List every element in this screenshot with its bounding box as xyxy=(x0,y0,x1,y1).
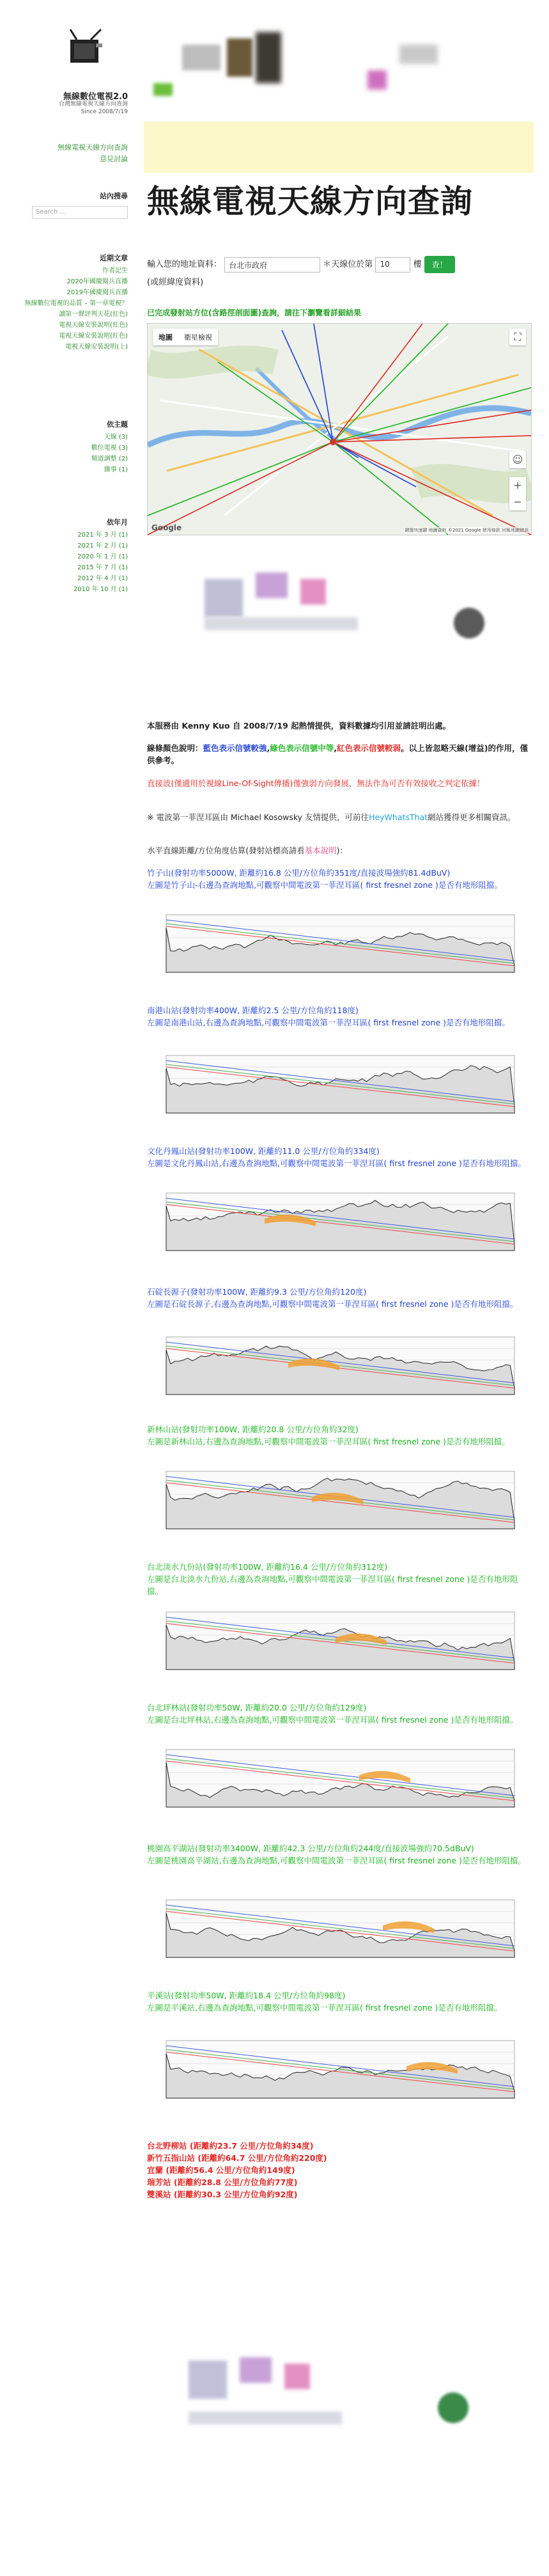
archive-item[interactable]: 2015 年 7 月 (1) xyxy=(77,564,128,571)
nav-link-discussion[interactable]: 意見討論 xyxy=(100,155,128,163)
legend-blue: 藍色表示信號較強 xyxy=(203,743,267,753)
map-tab-map[interactable]: 地圖 xyxy=(159,333,173,342)
station-description: 左圖是南港山站,右邊為查詢地點,可觀察中間電波第一菲涅耳區( first fresnel zone )是否有地形阻擋。 xyxy=(147,1018,510,1027)
bottom-ad-banner[interactable] xyxy=(163,2341,514,2498)
intro-text: 本服務由 Kenny Kuo 自 2008/7/19 起熱情提供，資料數據均引用並請註明出處。 xyxy=(147,721,451,731)
los-note: 直接波(僅適用於視線Line-Of-Sight傳播)僅強弱方向發展，無法作為可否有效接收之判定依據！ xyxy=(147,778,485,788)
far-station: 雙溪站 (距離約30.3 公里/方位角約92度) xyxy=(147,2190,298,2199)
station-description: 左圖是桃園高平湖站,右邊為查詢地點,可觀察中間電波第一菲涅耳區( first fresnel zone )是否有地形阻擋。 xyxy=(147,1856,526,1865)
legend-comma: , xyxy=(267,743,270,753)
credit-suffix: 網站獲得更多相關資訊。 xyxy=(428,812,516,822)
station-header: 竹子山(發射功率5000W, 距離約16.8 公里/方位角約351度/直接波場強約81.4dBuV) xyxy=(147,868,451,878)
category-list xyxy=(13,432,128,475)
archive-item[interactable]: 2020 年 1 月 (1) xyxy=(77,553,128,560)
station-header: 南港山站(發射功率400W, 距離約2.5 公里/方位角約118度) xyxy=(147,1006,359,1015)
google-logo: Google xyxy=(151,523,182,532)
far-station: 瑞芳站 (距離約28.8 公里/方位角約77度) xyxy=(147,2177,298,2187)
ad-block xyxy=(454,608,484,638)
location-marker-icon xyxy=(330,439,336,445)
site-logo-icon[interactable] xyxy=(65,27,106,68)
recent-item[interactable]: 2020年國慶閱兵直播 xyxy=(66,278,128,285)
pegman-icon[interactable]: ☺ xyxy=(509,452,526,468)
floor-label: 樓 xyxy=(413,260,422,269)
far-station-list xyxy=(147,2140,530,2201)
station-description: 左圖是台北坪林站,右邊為查詢地點,可觀察中間電波第一菲涅耳區( first fresnel zone )是否有地形阻擋。 xyxy=(147,1715,518,1725)
zoom-control xyxy=(509,477,526,510)
legend-green: 綠色表示信號中等 xyxy=(270,743,334,753)
category-item[interactable]: 數位電視 (3) xyxy=(91,445,128,452)
ad-block xyxy=(256,32,281,83)
sidebar-nav xyxy=(13,142,128,165)
station-description: 左圖是台北淡水九份站,右邊為查詢地點,可觀察中間電波第一菲涅耳區( first fresnel zone )是否有地形阻擋。 xyxy=(147,1574,518,1596)
station-description: 左圖是平溪站,右邊為查詢地點,可觀察中間電波第一菲涅耳區( first fresnel zone )是否有地形阻擋。 xyxy=(147,2003,502,2012)
profile-chart xyxy=(147,1743,530,1817)
color-legend xyxy=(147,742,530,766)
address-label: 輸入您的地址資料： xyxy=(147,260,222,269)
station-entry xyxy=(147,1145,530,1169)
station-entry xyxy=(147,1286,530,1310)
profile-chart xyxy=(147,1331,530,1404)
station-header: 桃園高平湖站(發射功率3400W, 距離約42.3 公里/方位角約244度/直接波場強約70.5dBuV) xyxy=(147,1844,474,1853)
profile-chart xyxy=(147,1049,530,1123)
profile-chart xyxy=(147,1465,530,1538)
archive-list xyxy=(13,530,128,595)
station-description: 左圖是石碇長源子,右邊為查詢地點,可觀察中間電波第一菲涅耳區( first fresnel zone )是否有地形阻擋。 xyxy=(147,1299,518,1309)
station-header: 平溪站(發射功率50W, 距離約18.4 公里/方位角約98度) xyxy=(147,1991,346,2000)
ad-block xyxy=(367,70,387,90)
ad-block xyxy=(189,2360,227,2399)
nav-link-antenna[interactable]: 無線電視天線方向查詢 xyxy=(58,143,128,152)
site-subtitle-line2: Since 2008/7/19 xyxy=(81,109,128,115)
legend-prefix: 線條顏色說明： xyxy=(147,743,203,753)
basic-info-link[interactable]: 基本說明 xyxy=(304,846,337,855)
zoom-in-icon[interactable]: + xyxy=(513,479,522,491)
archive-item[interactable]: 2021 年 3 月 (1) xyxy=(77,532,128,539)
far-station: 宜蘭 (距離約56.4 公里/方位角約149度) xyxy=(147,2165,295,2175)
top-ad-banner[interactable] xyxy=(144,19,534,173)
page-title: 無線電視天線方向查詢 xyxy=(147,183,473,220)
category-item[interactable]: 雜事 (1) xyxy=(104,466,128,473)
profile-intro xyxy=(147,844,530,857)
recent-item[interactable]: 作者記生 xyxy=(102,267,128,274)
station-entry xyxy=(147,1842,530,1867)
map-type-control xyxy=(153,329,218,345)
map-canvas[interactable] xyxy=(148,324,531,535)
legend-comma: , xyxy=(334,743,337,753)
height-label: ＊天線位於第 xyxy=(323,260,373,269)
archive-item[interactable]: 2012 年 4 月 (1) xyxy=(77,575,128,582)
legend-red: 紅色表示信號較弱 xyxy=(337,743,401,753)
ad-block xyxy=(182,45,220,70)
profile-intro-prefix: 水平直線距離/方位角度估算(發射站標高請看 xyxy=(147,846,305,855)
recent-item[interactable]: 無線數位電視的品質 – 第一章電視？ xyxy=(24,300,128,307)
station-entry xyxy=(147,1702,530,1726)
station-header: 台北坪林站(發射功率50W, 距離約20.0 公里/方位角約129度) xyxy=(147,1703,367,1712)
far-station: 新竹五指山站 (距離約64.7 公里/方位角約220度) xyxy=(147,2153,327,2163)
zoom-out-icon[interactable]: − xyxy=(513,496,522,508)
archive-item[interactable]: 2021 年 2 月 (1) xyxy=(77,542,128,549)
search-input[interactable]: Search ... xyxy=(32,206,128,219)
site-title[interactable]: 無線數位電視2.0 xyxy=(63,92,128,102)
ad-block xyxy=(205,579,243,617)
far-station: 台北野柳站 (距離約23.7 公里/方位角約34度) xyxy=(147,2141,314,2151)
station-description: 左圖是文化丹鳳山站,右邊為查詢地點,可觀察中間電波第一菲涅耳區( first fresnel zone )是否有地形阻擋。 xyxy=(147,1158,526,1168)
profile-chart xyxy=(147,1606,530,1679)
archive-item[interactable]: 2010 年 10 月 (1) xyxy=(73,586,128,593)
station-entry xyxy=(147,1423,530,1448)
query-button[interactable]: 查！ xyxy=(424,256,455,273)
credit-prefix: ※ 電波第一菲涅耳區由 Michael Kosowsky 友情提供，可前往 xyxy=(147,812,369,822)
recent-item[interactable]: 電視天線安裝說明(上) xyxy=(65,344,128,351)
ad-block xyxy=(205,617,358,630)
profile-intro-suffix: )： xyxy=(336,846,348,855)
profile-chart xyxy=(147,1893,530,1967)
coord-note: (或經緯度資料) xyxy=(147,278,204,287)
station-entry xyxy=(147,1004,530,1029)
search-heading: 站內搜尋 xyxy=(100,192,128,200)
ad-yellow-strip xyxy=(144,122,534,173)
station-description: 左圖是竹子山-右邊為查詢地點,可觀察中間電波第一菲涅耳區( first fresnel zone )是否有地形阻擋。 xyxy=(147,880,502,890)
ad-block xyxy=(189,2412,342,2424)
address-input[interactable]: 台北市政府 xyxy=(224,257,320,273)
map-tab-satellite[interactable]: 衛星檢視 xyxy=(184,333,212,342)
station-header: 台北淡水九份站(發射功率100W, 距離約16.4 公里/方位角約312度) xyxy=(147,1562,388,1572)
ad-block xyxy=(300,579,326,604)
recent-list xyxy=(13,265,128,352)
middle-ad-banner[interactable] xyxy=(147,553,530,710)
ad-block xyxy=(399,45,438,64)
profile-chart xyxy=(147,2034,530,2108)
station-entry xyxy=(147,867,530,891)
heywhatsthat-link[interactable]: HeyWhatsThat xyxy=(369,812,428,822)
recent-item[interactable]: 電視天線安裝說明(紅色) xyxy=(59,322,128,329)
fullscreen-icon[interactable]: ⛶ xyxy=(509,329,526,345)
map-footer[interactable]: 鍵盤快速鍵 地圖資料 ©2021 Google 使用條款 回報地圖錯誤 xyxy=(405,528,529,533)
map-note: 已完成發射站方位(含路徑剖面圖)查詢，請往下瀏覽看詳細結果 xyxy=(147,308,361,317)
legend-suffix: 。以上皆忽略天線(增益)的作用，僅供參考。 xyxy=(147,743,528,765)
archive-heading: 依年月 xyxy=(107,518,128,526)
recent-item[interactable]: 電視天線安裝說明(紅色) xyxy=(59,333,128,340)
site-subtitle xyxy=(13,100,128,116)
profile-chart xyxy=(147,1187,530,1260)
profile-chart xyxy=(147,908,530,982)
address-form xyxy=(147,256,455,273)
category-heading: 依主題 xyxy=(107,420,128,429)
ad-block xyxy=(240,2357,272,2383)
credit-note xyxy=(147,811,530,823)
station-header: 石碇長源子(發射功率100W, 距離約9.3 公里/方位角約120度) xyxy=(147,1287,367,1297)
station-header: 新林山站(發射功率100W, 距離約20.8 公里/方位角約32度) xyxy=(147,1425,359,1434)
ad-block xyxy=(256,573,288,598)
station-entry xyxy=(147,1989,530,2014)
site-subtitle-line1: 台灣無線電視天線方向查詢 xyxy=(58,101,128,107)
recent-item[interactable]: 讀第一聲評判天花(紅色) xyxy=(59,311,128,318)
ad-block xyxy=(284,2364,310,2389)
ad-block xyxy=(153,83,173,96)
recent-heading: 近期文章 xyxy=(100,254,128,262)
category-item[interactable]: 天線 (3) xyxy=(104,434,128,441)
station-description: 左圖是新林山站,右邊為查詢地點,可觀察中間電波第一菲涅耳區( first fresnel zone )是否有地形阻擋。 xyxy=(147,1437,510,1446)
google-map[interactable] xyxy=(147,323,532,535)
recent-item[interactable]: 2019年國慶閱兵直播 xyxy=(66,289,128,296)
floor-input[interactable]: 10 xyxy=(375,257,410,273)
station-header: 文化丹鳳山站(發射功率100W, 距離約11.0 公里/方位角約334度) xyxy=(147,1146,380,1156)
station-entry xyxy=(147,1561,530,1597)
ad-block xyxy=(227,38,252,77)
category-item[interactable]: 頻道調整 (2) xyxy=(91,455,128,462)
ad-block xyxy=(438,2392,468,2423)
